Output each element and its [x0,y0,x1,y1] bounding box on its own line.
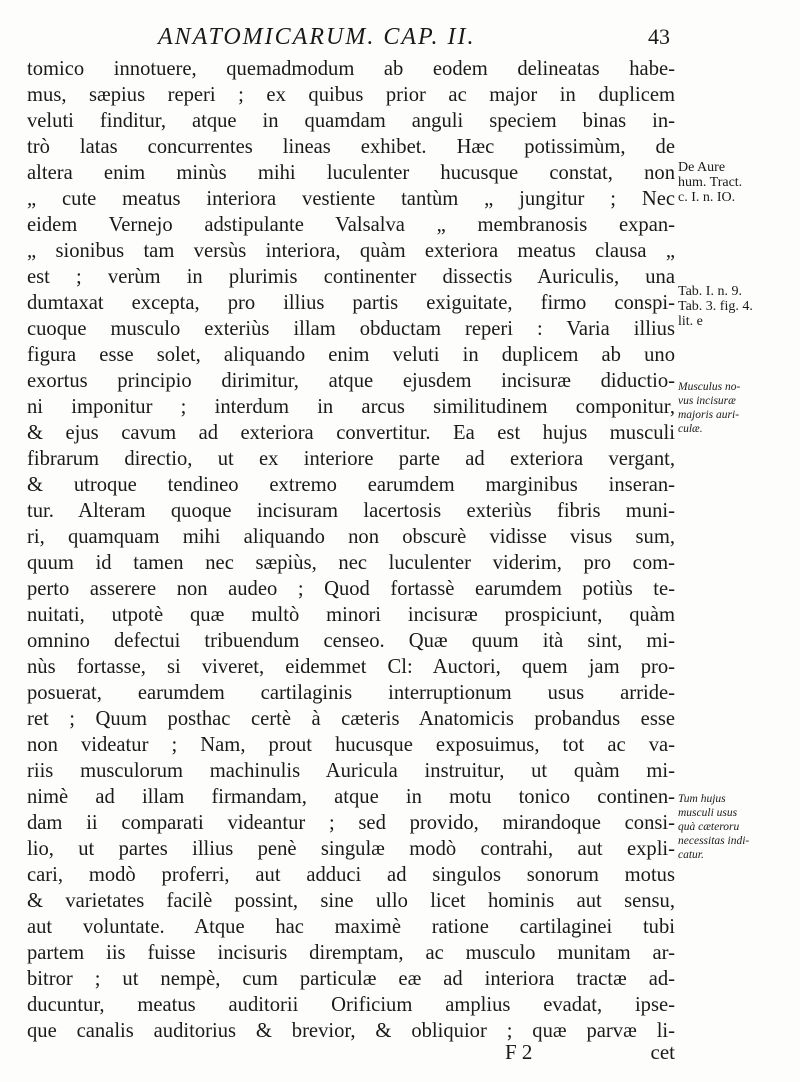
text-line: bitror ; ut nempè, cum particulæ eæ ad interiora tractæ ad- [27,968,675,990]
text-line: fibrarum directio, ut ex interiore parte ad exteriora vergant, [27,448,675,470]
margin-note-line: catur. [678,849,704,861]
page-footer [27,1040,675,1070]
text-line: „ sionibus tam versùs interiora, quàm exteriora meatus clausa „ [27,240,675,262]
margin-note-line: vus incisuræ [678,395,736,407]
margin-note-line: hum. Tract. [678,175,743,190]
text-line: dumtaxat excepta, pro illius partis exiguitate, firmo conspi- [27,292,675,314]
text-line: perto asserere non audeo ; Quod fortassè earumdem potiùs te- [27,578,675,600]
text-line: nùs fortasse, si viveret, eidemmet Cl: Auctori, quem jam pro- [27,656,675,678]
text-line: & utroque tendineo extremo earumdem marginibus inseran- [27,474,675,496]
text-line: aut voluntate. Atque hac maximè ratione cartilaginei tubi [27,916,675,938]
text-line: ni imponitur ; interdum in arcus similitudinem componitur, [27,396,675,418]
text-line: „ cute meatus interiora vestiente tantùm „ jungitur ; Nec [27,188,675,210]
text-line: altera enim minùs mihi luculenter hucusque constat, non [27,162,675,184]
page-number: 43 [648,24,670,49]
text-line: cuoque musculo exteriùs illam obductam reperi : Varia illius [27,318,675,340]
margin-note-line: necessitas indi- [678,835,750,847]
margin-note [678,284,796,329]
text-line: nimè ad illam firmandam, atque in motu tonico continen- [27,786,675,808]
margin-note-line: Musculus no- [678,381,741,393]
margin-note-line: culæ. [678,423,703,435]
text-line: est ; verùm in plurimis continenter dissectis Auriculis, una [27,266,675,288]
text-line: quum id tamen nec sæpiùs, nec luculenter viderim, pro com- [27,552,675,574]
main-text-block [27,56,675,1044]
text-line: omnino defectui tribuendum censeo. Quæ quum ità sint, mi- [27,630,675,652]
signature-mark: F 2 [505,1040,533,1064]
margin-note [678,792,796,862]
text-line: eidem Vernejo adstipulante Valsalva „ membranosis expan- [27,214,675,236]
text-line: tomico innotuere, quemadmodum ab eodem delineatas habe- [27,58,675,80]
margin-note-line: lit. e [678,314,703,329]
text-line: cari, modò proferri, aut adduci ad singulos sonorum motus [27,864,675,886]
text-line: ret ; Quum posthac certè à cæteris Anatomicis probandus esse [27,708,675,730]
text-line: riis musculorum machinulis Auricula instruitur, ut quàm mi- [27,760,675,782]
text-line: posuerat, earumdem cartilaginis interruptionum usus arride- [27,682,675,704]
text-line: trò latas concurrentes lineas exhibet. Hæc potissimùm, de [27,136,675,158]
margin-note [678,380,796,436]
running-head [150,22,670,52]
text-line: tur. Alteram quoque incisuram lacertosis exteriùs fibris muni- [27,500,675,522]
text-line: non videatur ; Nam, prout hucusque exposuimus, tot ac va- [27,734,675,756]
margin-note-line: Tab. 3. fig. 4. [678,299,753,314]
text-line: partem iis fuisse incisuris diremptam, ac musculo munitam ar- [27,942,675,964]
text-line: ducuntur, meatus auditorii Orificium amplius evadat, ipse- [27,994,675,1016]
text-line: & ejus cavum ad exteriora convertitur. Ea est hujus musculi [27,422,675,444]
text-line: mus, sæpius reperi ; ex quibus prior ac major in duplicem [27,84,675,106]
margin-note-line: majoris auri- [678,409,740,421]
text-line: & varietates facilè possint, sine ullo licet hominis aut sensu, [27,890,675,912]
catchword: cet [650,1040,675,1064]
text-line: dam ii comparati videantur ; sed provido, mirandoque consi- [27,812,675,834]
text-line: lio, ut partes illius penè singulæ modò contrahi, aut expli- [27,838,675,860]
margin-note-line: c. I. n. IO. [678,190,736,205]
margin-note-line: Tum hujus [678,793,726,805]
margin-note-line: Tab. I. n. 9. [678,284,742,299]
running-title: ANATOMICARUM. CAP. II. [158,24,476,50]
margin-note [678,160,796,205]
text-line: exortus principio dirimitur, atque ejusdem incisuræ diductio- [27,370,675,392]
text-line: veluti finditur, atque in quamdam anguli speciem binas in- [27,110,675,132]
margin-note-line: De Aure [678,160,726,175]
text-line: que canalis auditorius & brevior, & obliquior ; quæ parvæ li- [27,1020,675,1042]
text-line: figura esse solet, aliquando enim veluti in duplicem ab uno [27,344,675,366]
margin-note-line: quà cæteroru [678,821,740,833]
margin-note-line: musculi usus [678,807,738,819]
text-line: nuitati, utpotè quæ multò minori incisuræ prospiciunt, quàm [27,604,675,626]
text-line: ri, quamquam mihi aliquando non obscurè vidisse visus sum, [27,526,675,548]
